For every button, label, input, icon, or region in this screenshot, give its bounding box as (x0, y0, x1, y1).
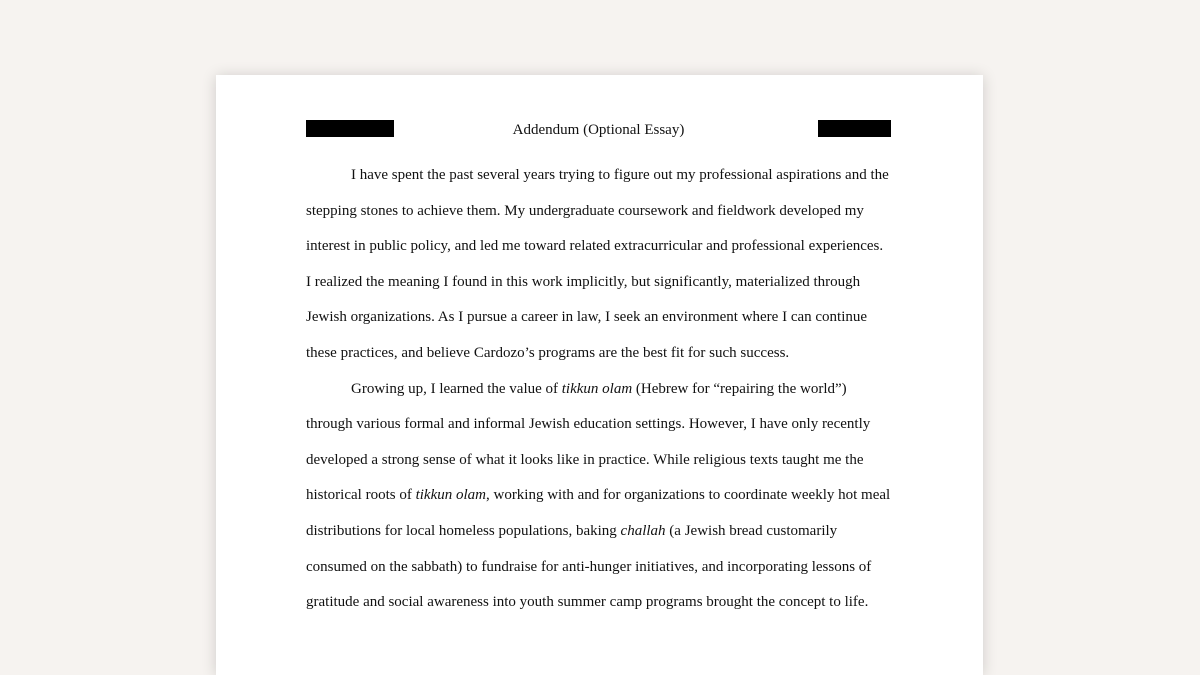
text-run: interest in public policy, and led me toward related extracurricular and professional experiences. (306, 238, 884, 255)
text-line (306, 478, 901, 514)
text-line (306, 585, 901, 621)
text-line (306, 265, 901, 301)
text-line (306, 550, 901, 586)
text-run: these practices, and believe Cardozo’s programs are the best fit for such success. (306, 344, 790, 361)
text-line (306, 514, 901, 550)
text-line (306, 443, 901, 479)
text-run: stepping stones to achieve them. My undergraduate coursework and fieldwork developed my (306, 202, 864, 219)
text-run: through various formal and informal Jewish education settings. However, I have only recently (306, 416, 871, 433)
italic-term: tikkun olam (561, 380, 633, 397)
text-run: Growing up, I learned the value of (351, 380, 562, 397)
document-page (216, 75, 983, 675)
text-run: Jewish organizations. As I pursue a career in law, I seek an environment where I can continue (306, 309, 868, 326)
text-run: (Hebrew for “repairing the world”) (632, 380, 847, 397)
text-line (306, 407, 901, 443)
text-line (306, 194, 901, 230)
text-run: developed a strong sense of what it looks like in practice. While religious texts taught me the (306, 451, 864, 468)
text-run: (a Jewish bread customarily (665, 522, 838, 539)
essay-body (306, 158, 901, 621)
text-line (306, 300, 901, 336)
text-run: I have spent the past several years trying to figure out my professional aspirations and the (351, 167, 889, 183)
text-line (306, 372, 901, 408)
text-run: I realized the meaning I found in this work implicitly, but significantly, materialized through (306, 273, 861, 290)
text-line (306, 158, 901, 194)
page-header (306, 119, 891, 141)
text-line (306, 229, 901, 265)
text-run: , working with and for organizations to coordinate weekly hot meal (485, 487, 891, 504)
italic-term: tikkun olam (415, 487, 486, 504)
italic-term: challah (620, 522, 666, 539)
text-run: distributions for local homeless populations, baking (306, 522, 621, 539)
header-title: Addendum (Optional Essay) (512, 122, 685, 138)
text-run: consumed on the sabbath) to fundraise for anti-hunger initiatives, and incorporating lessons of (306, 558, 872, 575)
text-run: gratitude and social awareness into youth summer camp programs brought the concept to life. (306, 594, 869, 611)
text-run: historical roots of (306, 487, 416, 504)
text-line (306, 336, 901, 372)
essay-paragraph (306, 158, 901, 372)
redaction-bar-right (818, 120, 891, 137)
essay-paragraph (306, 372, 901, 621)
